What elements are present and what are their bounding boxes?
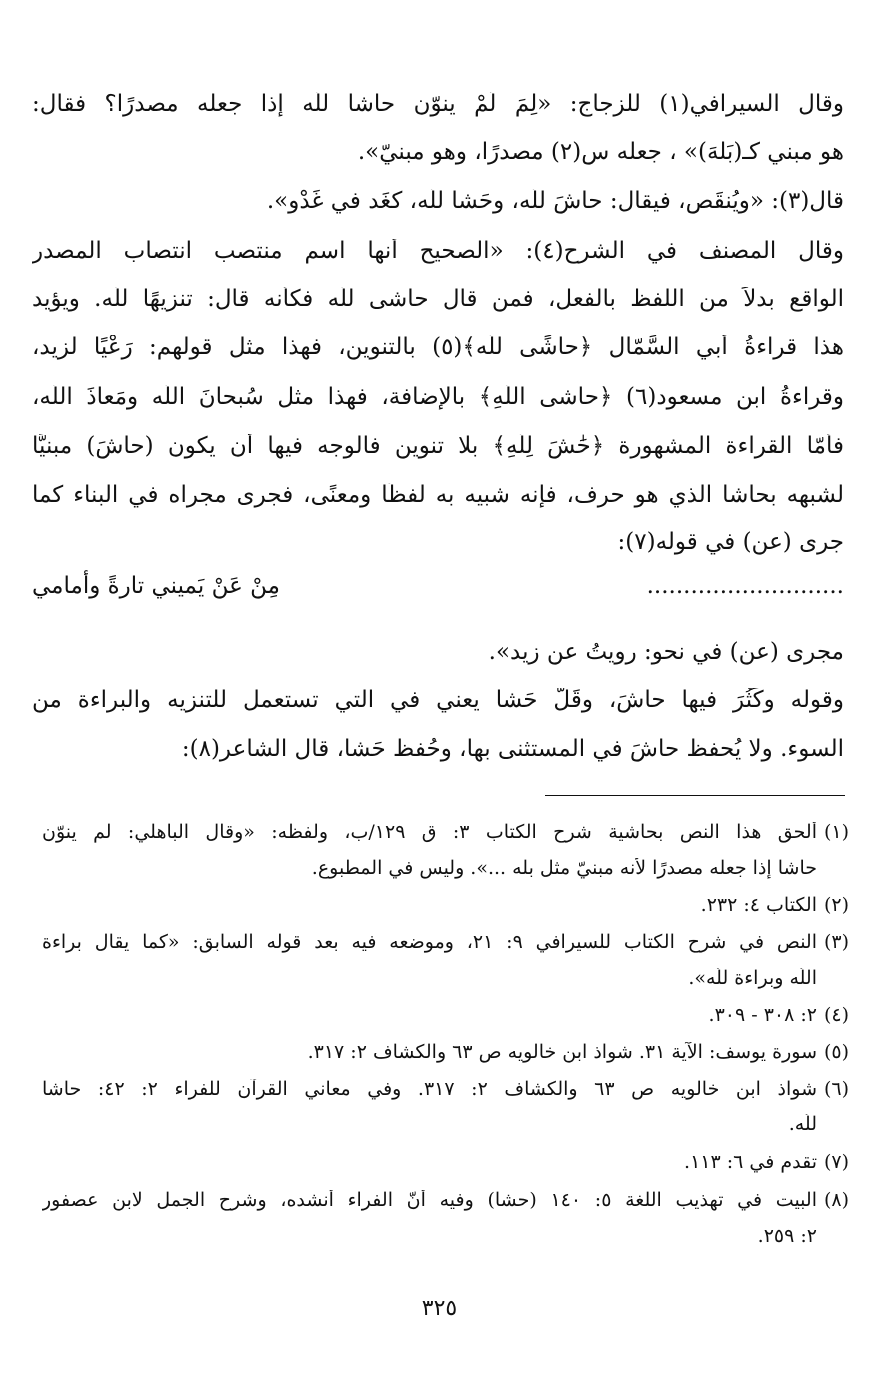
footnote-number: (٨): [823, 1190, 849, 1211]
footnote-text: شواذ ابن خالويه ص ٦٣ والكشاف ٢: ٣١٧. وفي معاني القرآن للفراء ٢: ٤٢: حاشا: [42, 1079, 817, 1100]
footnote-number: (٤): [823, 1005, 849, 1026]
body-line-13: السوء. ولا يُحفظ حاشَ في المستثنى بها، وحُفظ حَشا، قال الشاعر(٨):: [181, 737, 844, 762]
footnote-text: الكتاب ٤: ٢٣٢.: [700, 895, 817, 916]
footnote-7: [0, 1152, 879, 1178]
body-line-7: وقراءةُ ابن مسعود(٦) ﴿حاشى اللّهِ﴾ بالإضافة، فهذا مثل سُبحانَ اللّه ومَعاذَ اللّه،: [32, 385, 844, 410]
body-line-2: هو مبني كـ(بَلْهَ)» ، جعله س(٢) مصدرًا، وهو مبنيّ».: [357, 140, 844, 165]
footnote-number: (١): [823, 822, 849, 843]
footnote-number: (٢): [823, 895, 849, 916]
footnote-text: حاشا إذا جعله مصدرًا لأنه مبنيّ مثل بله ...». وليس في المطبوع.: [311, 858, 817, 879]
footnote-text: ٢: ٣٠٨ - ٣٠٩.: [708, 1005, 817, 1026]
footnote-number: (٥): [823, 1042, 849, 1063]
footnote-separator: [545, 795, 845, 796]
body-line-9: لشبهه بحاشا الذي هو حرف، فإنه شبيه به لفظًا ومعنًى، فجرى مجراه في البناء كما: [32, 483, 844, 508]
body-line-3: قال(٣): «ويُنقَص، فيقال: حاشَ للّه، وحَشا للّه، كغَد في غَدْو».: [266, 189, 844, 214]
body-line-12: وقوله وكَثُرَ فيها حاشَ، وقَلَّ حَشا يعني في التي تستعمل للتنزيه والبراءة من: [32, 688, 844, 713]
verse-first-hemistich: ...........................: [646, 573, 844, 599]
footnote-text: تقدم في ٦: ١١٣.: [684, 1152, 817, 1173]
body-line-5: الواقع بدلاً من اللفظ بالفعل، فمن قال حاشى للّه فكأنه قال: تنزيهًا للّه. ويؤيد: [32, 287, 844, 312]
body-line-6: هذا قراءةُ أبي السَّمّال ﴿حاشًى للّه﴾(٥) بالتنوين، فهذا مثل قولهم: رَعْيًا لزيد،: [32, 335, 844, 360]
footnote-1-cont: [0, 858, 879, 884]
page-number: ٣٢٥: [421, 1296, 458, 1321]
footnote-1: [0, 822, 879, 848]
footnote-3-cont: [0, 968, 879, 994]
footnote-text: البيت في تهذيب اللغة ٥: ١٤٠ (حشا) وفيه أنّ الفراء أنشده، وشرح الجمل لابن عصفور: [42, 1190, 817, 1211]
footnote-text: النص في شرح الكتاب للسيرافي ٩: ٢١، وموضعه فيه بعد قوله السابق: «كما يقال براءة: [42, 932, 817, 953]
verse-second-hemistich: مِنْ عَنْ يَميني تارةً وأمامي: [32, 573, 280, 599]
footnote-2: [0, 895, 879, 921]
footnote-text: ألحق هذا النص بحاشية شرح الكتاب ٣: ق ١٢٩/ب، ولفظه: «وقال الباهلي: لم ينوّن: [42, 822, 817, 843]
footnote-number: (٦): [823, 1079, 849, 1100]
body-line-1: وقال السيرافي(١) للزجاج: «لِمَ لَمْ ينوّن حاشا للّه إذا جعله مصدرًا؟ فقال:: [32, 92, 844, 117]
footnote-5: [0, 1042, 879, 1068]
body-line-10: جرى (عن) في قوله(٧):: [617, 530, 844, 555]
footnote-3: [0, 932, 879, 958]
footnote-text: للّه.: [788, 1114, 817, 1135]
footnote-8-cont: [0, 1226, 879, 1252]
body-line-8: فأمّا القراءة المشهورة ﴿حَٰشَ لِلَّهِ﴾ بلا تنوين فالوجه فيها أن يكون (حاشَ) مبنيًّا: [32, 434, 844, 459]
footnote-8: [0, 1190, 879, 1216]
poetry-verse: [32, 573, 844, 607]
body-line-4: وقال المصنف في الشرح(٤): «الصحيح أنها اسم منتصب انتصاب المصدر: [32, 239, 844, 264]
footnote-number: (٧): [823, 1152, 849, 1173]
footnote-4: [0, 1005, 879, 1031]
footnote-6: [0, 1079, 879, 1105]
footnote-number: (٣): [823, 932, 849, 953]
footnote-6-cont: [0, 1114, 879, 1140]
footnote-text: اللّه وبراءة للّه».: [688, 968, 817, 989]
body-line-11: مجرى (عن) في نحو: رويتُ عن زيد».: [488, 640, 844, 665]
footnote-text: سورة يوسف: الآية ٣١. شواذ ابن خالويه ص ٦٣ والكشاف ٢: ٣١٧.: [307, 1042, 817, 1063]
footnote-text: ٢: ٢٥٩.: [757, 1226, 817, 1247]
